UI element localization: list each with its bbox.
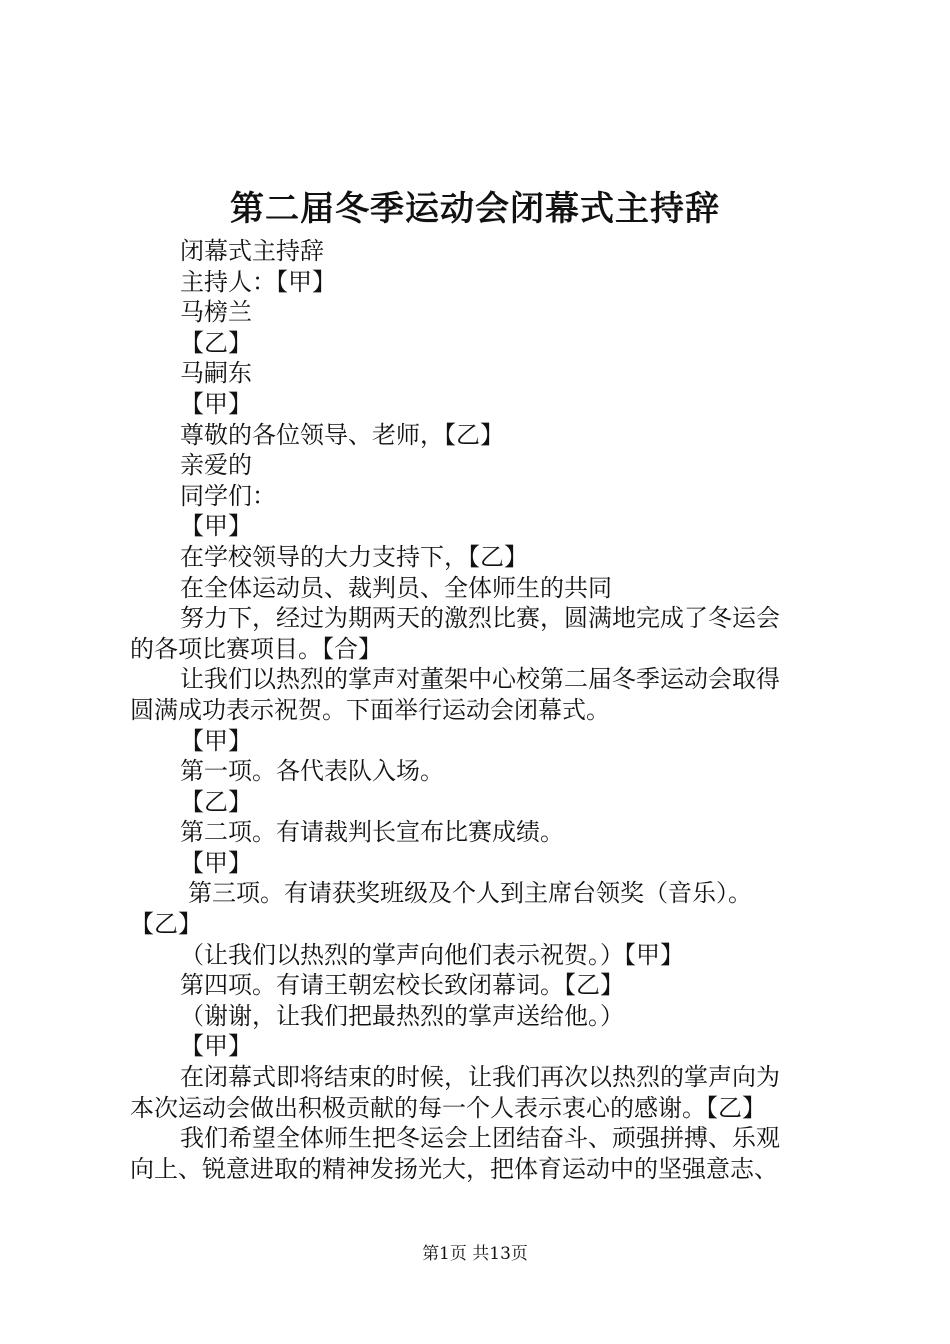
text-line: 第二项。有请裁判长宣布比赛成绩。 bbox=[180, 818, 564, 847]
text-line: 马榜兰 bbox=[180, 298, 252, 327]
text-line: 第一项。各代表队入场。 bbox=[180, 757, 444, 786]
text-line: 【甲】 bbox=[180, 1032, 252, 1061]
text-line: 同学们： bbox=[180, 481, 276, 510]
text-line: 在闭幕式即将结束的时候，让我们再次以热烈的掌声向为 bbox=[180, 1063, 780, 1092]
text-line: 【乙】 bbox=[130, 910, 202, 939]
text-line: 让我们以热烈的掌声对董架中心校第二届冬季运动会取得 bbox=[180, 665, 780, 694]
text-line: 【甲】 bbox=[180, 389, 252, 418]
text-line: 亲爱的 bbox=[180, 451, 252, 480]
document-title: 第二届冬季运动会闭幕式主持辞 bbox=[230, 189, 720, 229]
text-line: 努力下，经过为期两天的激烈比赛，圆满地完成了冬运会 bbox=[180, 604, 780, 633]
text-line: 尊敬的各位领导、老师，【乙】 bbox=[180, 420, 504, 449]
text-line: 在全体运动员、裁判员、全体师生的共同 bbox=[180, 573, 612, 602]
text-line: 主持人：【甲】 bbox=[180, 267, 336, 296]
text-line: 的各项比赛项目。【合】 bbox=[130, 634, 382, 663]
text-line: 【甲】 bbox=[180, 726, 252, 755]
text-line: 圆满成功表示祝贺。下面举行运动会闭幕式。 bbox=[130, 695, 610, 724]
document-body bbox=[130, 236, 830, 1184]
text-line: 第三项。有请获奖班级及个人到主席台领奖（音乐）。 bbox=[188, 879, 752, 908]
text-line: 在学校领导的大力支持下，【乙】 bbox=[180, 542, 528, 571]
text-line: 第四项。有请王朝宏校长致闭幕词。【乙】 bbox=[180, 971, 624, 1000]
text-line: 【乙】 bbox=[180, 787, 252, 816]
text-line: 【甲】 bbox=[180, 512, 252, 541]
text-line: 本次运动会做出积极贡献的每一个人表示衷心的感谢。【乙】 bbox=[130, 1093, 766, 1122]
text-line: 马嗣东 bbox=[180, 359, 252, 388]
text-line: 【乙】 bbox=[180, 328, 252, 357]
text-line: 闭幕式主持辞 bbox=[180, 237, 324, 265]
text-line: （谢谢，让我们把最热烈的掌声送给他。） bbox=[180, 1001, 624, 1030]
page-footer: 第1页 共13页 bbox=[422, 1244, 528, 1264]
text-line: 向上、锐意进取的精神发扬光大，把体育运动中的坚强意志、 bbox=[130, 1154, 778, 1183]
text-line: 我们希望全体师生把冬运会上团结奋斗、顽强拼搏、乐观 bbox=[180, 1124, 780, 1153]
text-line: 【甲】 bbox=[180, 848, 252, 877]
text-line: （让我们以热烈的掌声向他们表示祝贺。）【甲】 bbox=[180, 940, 684, 969]
